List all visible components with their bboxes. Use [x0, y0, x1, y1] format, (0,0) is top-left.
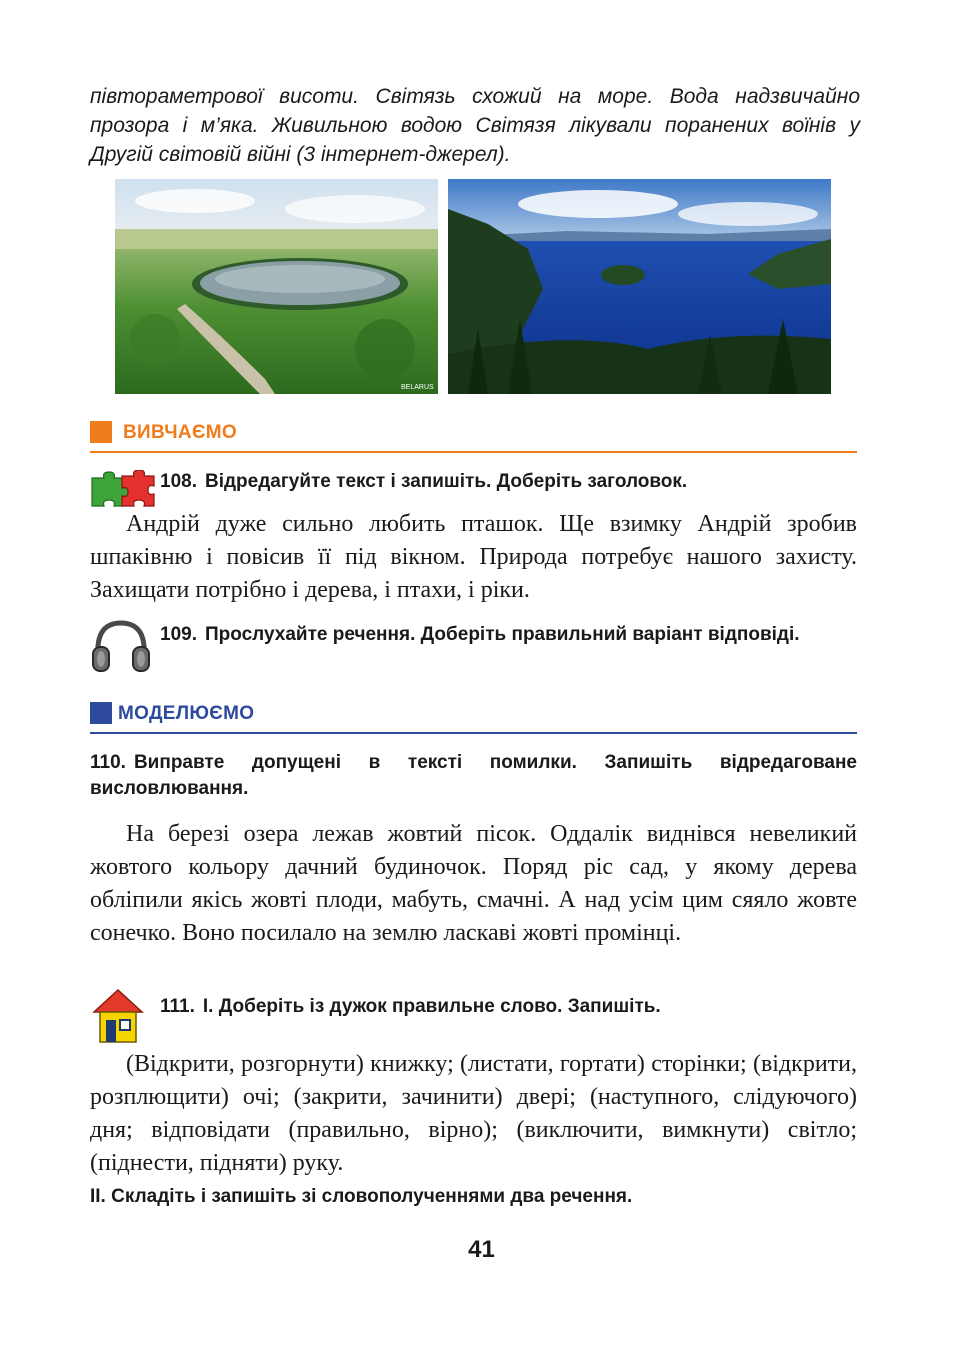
task-instruction: Виправте допущені в тексті помилки. Запишіть відредаговане висловлювання. [90, 752, 857, 799]
section-marker [90, 702, 112, 724]
task-instruction: І. Доберіть із дужок правильне слово. Запишіть. [202, 996, 661, 1017]
task-111-heading [160, 994, 661, 1020]
section-rule [90, 451, 857, 453]
task-text: На березі озера лежав жовтий пісок. Оддалік виднівся невеликий жовтого кольору дачний будиночок. Поряд ріс сад, у якому дерева обліпили якісь жовті плоди, мабуть, смачні. А над усім цим сяяло жовте сонечко. Воно посилало на землю ласкаві жовті промінці. [90, 821, 857, 946]
page-number: 41 [468, 1236, 495, 1263]
house-icon [92, 988, 144, 1049]
task-108-text [90, 508, 857, 607]
intro-paragraph: півтораметрової висоти. Світязь схожий на море. Вода надзвичайно прозора і м’яка. Живильною водою Світязя лікували поранених воїнів у Другій світовій війні (3 інтернет-джерел). [90, 85, 860, 166]
section-rule [90, 732, 857, 734]
task-108-heading [160, 469, 687, 495]
task-instruction: Відредагуйте текст і запишіть. Доберіть заголовок. [204, 471, 688, 492]
task-number: 109. [160, 624, 197, 645]
task-111-text [90, 1048, 857, 1180]
task-110-text [90, 818, 857, 950]
blue-lake-photo [448, 179, 831, 394]
headphones-icon [90, 617, 152, 680]
lake-aerial-photo [115, 179, 438, 394]
task-111-part2: ІІ. Складіть і запишіть зі словополученнями два речення. [90, 1186, 633, 1207]
section-title: МОДЕЛЮЄМО [118, 703, 255, 724]
task-text: (Відкрити, розгорнути) книжку; (листати, гортати) сторінки; (відкрити, розплющити) очі; (закрити, зачинити) двері; (наступного, слідуючого) дня; відповідати (правильно, вірно); (виключити, вимкнути) світло; (піднести, підняти) руку. [90, 1051, 857, 1176]
photo-watermark: BELARUS [401, 384, 434, 391]
task-number: 110. [90, 752, 126, 773]
section-title: ВИВЧАЄМО [123, 422, 237, 443]
task-number: 111. [160, 996, 195, 1017]
task-109-heading [160, 622, 857, 648]
task-instruction: Прослухайте речення. Доберіть правильний варіант відповіді. [204, 624, 800, 645]
section-marker [90, 421, 112, 443]
task-number: 108. [160, 471, 197, 492]
task-text: Андрій дуже сильно любить пташок. Ще взимку Андрій зробив шпаківню і повісив її під вікном. Природа потребує нашого захисту. Захищати потрібно і дерева, і птахи, і ріки. [90, 511, 857, 603]
task-110-heading [90, 750, 857, 802]
